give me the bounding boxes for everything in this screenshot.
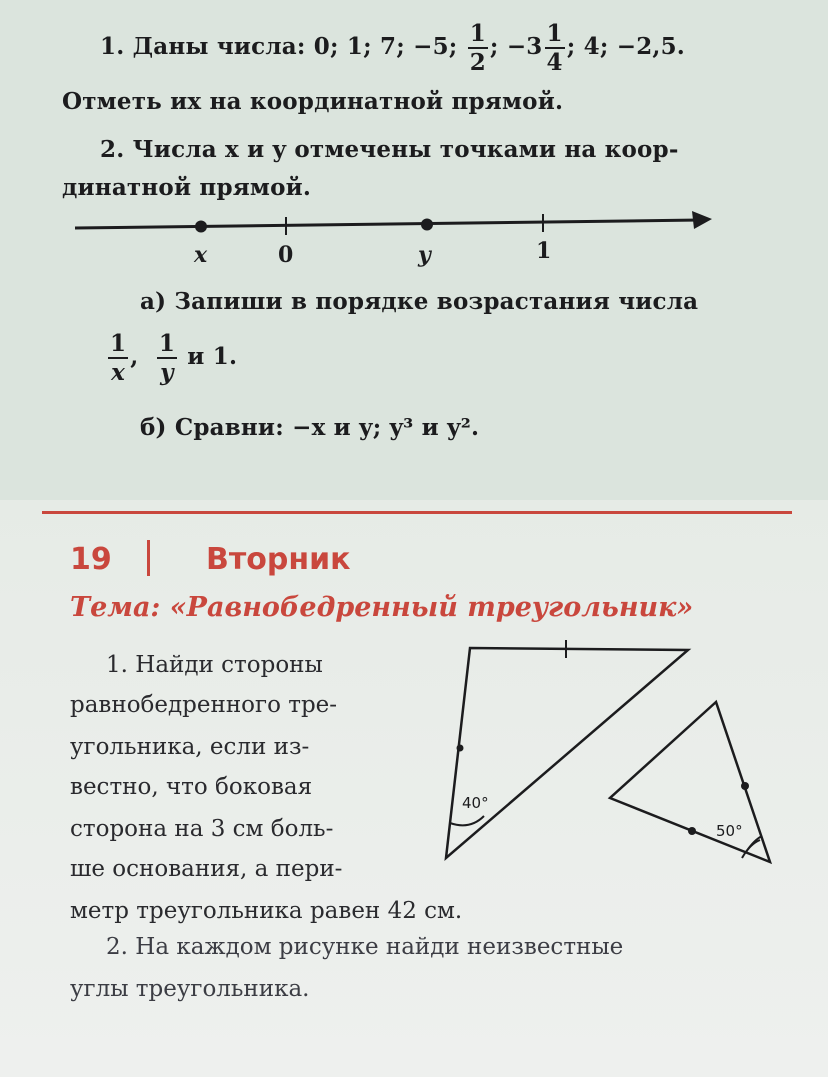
task3-line-7: метр треугольника равен 42 см.: [70, 898, 463, 924]
fraction-quarter-num: 1: [546, 20, 563, 47]
lesson-day: Вторник: [206, 542, 351, 577]
fraction-quarter: [545, 22, 565, 74]
task2a-fractions: $\frac{1}{x}$ , $\frac{1}{y}$ и 1.: [110, 330, 238, 386]
tick-left-side: [457, 745, 464, 752]
frac2-den: y: [160, 359, 174, 386]
label-one: 1: [536, 238, 552, 264]
number-line-axis: [75, 220, 700, 228]
task1-suffix: ; 4; −2,5.: [566, 33, 686, 60]
task3-line-1: 1. Найди стороны: [106, 652, 323, 678]
lesson-separator: [147, 540, 150, 576]
label-zero: 0: [278, 242, 294, 268]
task2-line1: 2. Числа x и y отмечены точками на коор-: [100, 136, 679, 163]
fraction-one-over-y: [157, 332, 177, 384]
task1-line: [100, 22, 685, 74]
angle-label-50: 50°: [716, 822, 743, 840]
angle-arc-left: [450, 816, 484, 825]
task3-line-6: ше основания, а пери-: [70, 856, 343, 882]
label-y: y: [418, 242, 431, 268]
fraction-half: [468, 22, 488, 74]
fraction-quarter-den: 4: [546, 49, 563, 76]
task1-line2: Отметь их на координатной прямой.: [62, 88, 564, 115]
triangle-figures: [430, 640, 800, 880]
task2-line2: динатной прямой.: [62, 174, 312, 201]
task2b-line: б) Сравни: −x и y; y³ и y².: [140, 414, 480, 441]
tick-right-side: [741, 782, 749, 790]
point-x: [195, 221, 207, 233]
task2a-line: а) Запиши в порядке возрастания числа: [140, 288, 699, 315]
frac1-den: x: [111, 359, 126, 386]
number-line: [0, 200, 828, 275]
point-y: [421, 219, 433, 231]
task3-line-4: вестно, что боковая: [70, 774, 313, 800]
task4-line-1: 2. На каждом рисунке найди неизвестные: [106, 934, 624, 960]
fraction-one-over-x: [108, 332, 128, 384]
triangle-left: [446, 648, 688, 858]
number-line-arrow: [692, 211, 712, 229]
fraction-half-den: 2: [469, 49, 486, 76]
frac2-num: 1: [158, 330, 176, 357]
task2a-tail: и 1.: [187, 343, 238, 370]
frac1-num: 1: [110, 330, 127, 357]
task4-line-2: углы треугольника.: [70, 976, 310, 1002]
angle-label-40: 40°: [462, 794, 489, 812]
task3-line-2: равнобедренного тре-: [70, 692, 338, 718]
task3-line-5: сторона на 3 см боль-: [70, 816, 334, 842]
task1-mid: ; −3: [489, 33, 543, 60]
lesson-topic: Тема: «Равнобедренный треугольник»: [70, 592, 694, 623]
label-x: x: [194, 242, 208, 268]
task1-number: 1.: [100, 33, 125, 60]
fraction-half-num: 1: [469, 20, 486, 47]
task3-line-3: угольника, если из-: [70, 734, 310, 760]
lesson-number: 19: [70, 542, 112, 577]
triangle-right: [610, 702, 770, 862]
section-divider: [42, 511, 792, 514]
task1-prefix: Даны числа: 0; 1; 7; −5;: [132, 33, 458, 60]
tick-bottom-side: [688, 827, 696, 835]
